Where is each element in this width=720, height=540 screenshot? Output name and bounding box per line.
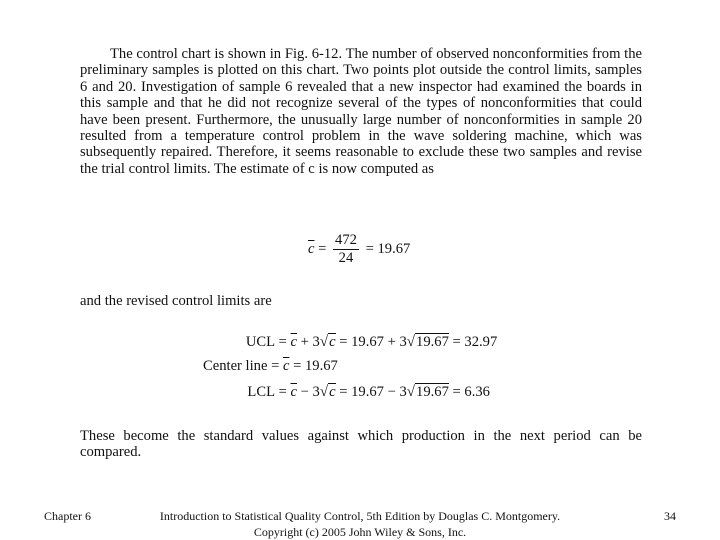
lcl-result: 6.36: [464, 384, 490, 400]
cbar-denominator: 24: [338, 250, 354, 266]
center-line-label: Center line: [203, 358, 268, 374]
cbar-numerator: 472: [335, 232, 357, 248]
intro-paragraph: [80, 46, 642, 177]
intro-paragraph-text: The control chart is shown in Fig. 6-12. The number of observed nonconformities from the preliminary samples is plotted on this chart. Two points plot outside the control limits, samples 6 and 20. Investigation of sample 6 revealed that a new inspector had examined the boards in this sample and that he did not recognize several of the types of nonconformities that could have been present. Furthermore, the unusually large number of nonconformities in sample 20 resulted from a temperature control problem in the wave soldering machine, which was subsequently repaired. Therefore, it seems reasonable to exclude these two samples and revise the trial control limits. The estimate of c is now computed as: [80, 46, 642, 177]
lcl-label: LCL: [247, 384, 275, 400]
center-line-equation: Center line = $\overline{c} = 19.67$: [203, 358, 338, 374]
footer-citation: [140, 508, 580, 540]
ucl-label: UCL: [245, 334, 275, 350]
lcl-rhs: 19.67 − 3: [351, 384, 407, 400]
lcl-equation: LCL = $\overline{c} - 3√c = 19.67 - 3√19.67 = 6.36$: [203, 384, 490, 401]
revised-limits-text: and the revised control limits are: [80, 293, 272, 309]
ucl-radicand: 19.67: [416, 334, 449, 350]
footer-citation-line2: Copyright (c) 2005 John Wiley & Sons, Inc.: [253, 525, 467, 539]
revised-limits-paragraph: [80, 293, 642, 309]
cbar-symbol: $\overline{c}$: [308, 240, 315, 257]
chapter-label: Chapter 6: [44, 509, 91, 523]
footer-citation-line1: Introduction to Statistical Quality Control, 5th Edition by Douglas C. Montgomery.: [159, 509, 561, 523]
cbar-fraction: [333, 232, 359, 267]
ucl-result: 32.97: [464, 334, 498, 350]
cbar-result: 19.67: [377, 240, 411, 257]
ucl-rhs: 19.67 + 3: [351, 334, 407, 350]
lcl-radicand: 19.67: [416, 384, 449, 400]
center-line-value: 19.67: [305, 358, 338, 374]
conclusion-paragraph: [80, 428, 642, 461]
cbar-equation: $\overline{c}$ = $\frac{472}{24}$ = 19.67: [308, 232, 411, 266]
conclusion-text: These become the standard values against which production in the next period can be compared.: [80, 428, 642, 461]
page-number: 34: [664, 509, 676, 523]
ucl-equation: UCL = $\overline{c} + 3√c = 19.67 + 3√19.67 = 32.97$: [203, 334, 497, 351]
